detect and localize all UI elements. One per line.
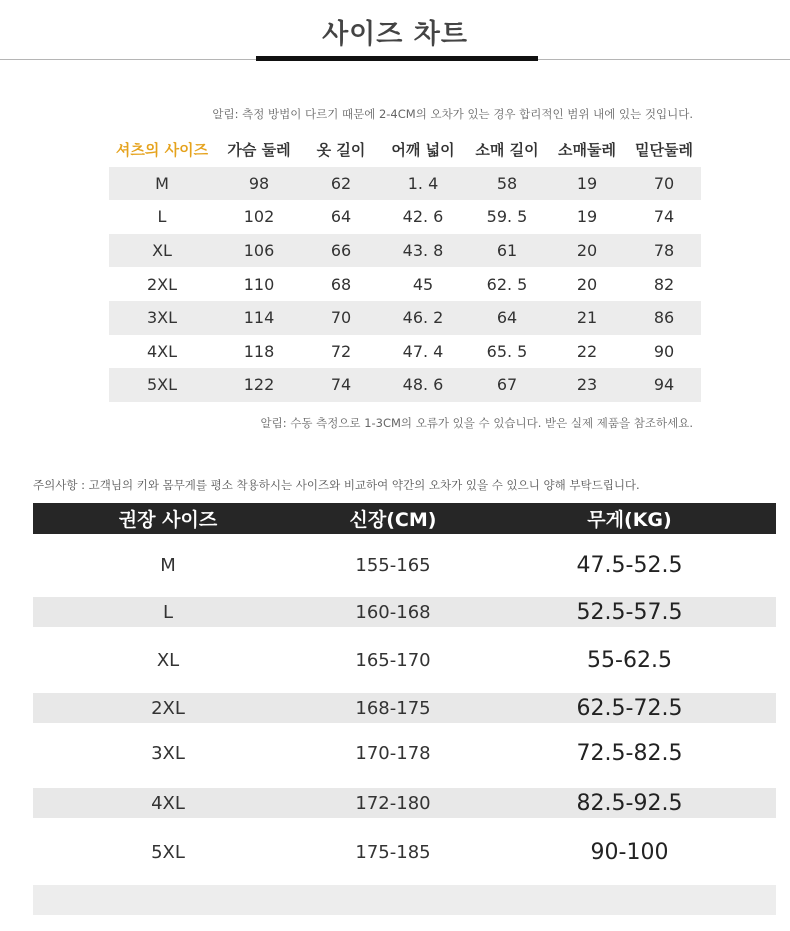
table-cell: 74 xyxy=(653,207,675,227)
height-range: 175-185 xyxy=(355,841,431,863)
table-cell: 68 xyxy=(330,274,352,294)
header-sleeve-length: 소매 길이 xyxy=(475,141,539,160)
size-label: 4XL xyxy=(146,341,178,361)
table-cell: 62 xyxy=(330,173,352,193)
table-cell: 106 xyxy=(243,241,275,261)
table-cell: 70 xyxy=(653,173,675,193)
size-label: L xyxy=(157,207,167,227)
table-cell: 62. 5 xyxy=(486,274,528,294)
weight-range: 62.5-72.5 xyxy=(576,695,683,721)
header-shirt-size: 셔츠의 사이즈 xyxy=(115,141,209,160)
table-cell: 64 xyxy=(330,207,352,227)
size-label: M xyxy=(160,554,176,576)
table-cell: 21 xyxy=(576,308,598,328)
size-label: 3XL xyxy=(146,308,178,328)
table-cell: 59. 5 xyxy=(486,207,528,227)
table-footer-bar xyxy=(33,885,776,915)
table-cell: 22 xyxy=(576,341,598,361)
size-chart-table xyxy=(109,133,701,402)
manual-measure-note: 알림: 수동 측정으로 1-3CM의 오류가 있을 수 있습니다. 받은 실제 제품을 참조하세요. xyxy=(260,416,693,430)
header-length: 옷 길이 xyxy=(316,141,366,160)
height-range: 155-165 xyxy=(355,554,431,576)
table-cell: 114 xyxy=(243,308,275,328)
size-label: L xyxy=(162,601,174,623)
header-sleeve-width: 소매둘레 xyxy=(558,141,616,160)
table-row xyxy=(109,267,701,301)
header-recommended-size: 권장 사이즈 xyxy=(118,509,218,531)
weight-range: 90-100 xyxy=(590,839,669,865)
weight-range: 47.5-52.5 xyxy=(576,552,683,578)
weight-range: 82.5-92.5 xyxy=(576,790,683,816)
table-cell: 118 xyxy=(243,341,275,361)
table-cell: 90 xyxy=(653,341,675,361)
height-range: 170-178 xyxy=(355,742,431,764)
table-cell: 86 xyxy=(653,308,675,328)
table-row xyxy=(109,167,701,201)
size-label: 5XL xyxy=(151,841,185,863)
table-cell: 122 xyxy=(243,375,275,395)
weight-range: 55-62.5 xyxy=(587,647,672,673)
table-cell: 45 xyxy=(412,274,434,294)
size-label: M xyxy=(155,173,169,193)
height-range: 160-168 xyxy=(355,601,431,623)
header-chest: 가슴 둘레 xyxy=(227,141,291,160)
size-chart-header xyxy=(109,133,701,167)
table-row xyxy=(109,234,701,268)
table-cell: 78 xyxy=(653,241,675,261)
table-row xyxy=(109,200,701,234)
table-cell: 64 xyxy=(496,308,518,328)
table-row xyxy=(109,368,701,402)
size-label: XL xyxy=(156,649,180,671)
table-cell: 94 xyxy=(653,375,675,395)
table-cell: 110 xyxy=(243,274,275,294)
recommend-table-header xyxy=(33,503,776,534)
table-cell: 70 xyxy=(330,308,352,328)
height-range: 165-170 xyxy=(355,649,431,671)
size-label: 3XL xyxy=(151,742,185,764)
weight-range: 52.5-57.5 xyxy=(576,599,683,625)
size-label: 5XL xyxy=(146,375,178,395)
size-label: 2XL xyxy=(151,697,185,719)
table-cell: 20 xyxy=(576,274,598,294)
table-cell: 102 xyxy=(243,207,275,227)
size-label: 2XL xyxy=(146,274,178,294)
title-underline xyxy=(256,56,538,61)
table-cell: 19 xyxy=(576,207,598,227)
table-cell: 19 xyxy=(576,173,598,193)
table-cell: 1. 4 xyxy=(407,173,439,193)
table-cell: 65. 5 xyxy=(486,341,528,361)
table-row xyxy=(109,301,701,335)
measurement-note: 알림: 측정 방법이 다르기 때문에 2-4CM의 오차가 있는 경우 합리적인 범위 내에 있는 것입니다. xyxy=(212,107,693,121)
table-cell: 72 xyxy=(330,341,352,361)
table-cell: 46. 2 xyxy=(402,308,444,328)
table-cell: 42. 6 xyxy=(402,207,444,227)
table-row xyxy=(33,693,776,723)
height-range: 168-175 xyxy=(355,697,431,719)
page-title: 사이즈 차트 xyxy=(322,19,468,50)
header-weight: 무게(KG) xyxy=(587,509,672,531)
table-cell: 47. 4 xyxy=(402,341,444,361)
header-height: 신장(CM) xyxy=(349,509,437,531)
table-cell: 61 xyxy=(496,241,518,261)
table-cell: 98 xyxy=(248,173,270,193)
table-row xyxy=(109,335,701,369)
caution-note: 주의사항 : 고객님의 키와 몸무게를 평소 착용하시는 사이즈와 비교하여 약간의 오차가 있을 수 있으니 양해 부탁드립니다. xyxy=(33,478,640,492)
height-range: 172-180 xyxy=(355,792,431,814)
table-cell: 66 xyxy=(330,241,352,261)
table-row xyxy=(33,550,776,580)
table-row xyxy=(33,837,776,867)
table-cell: 43. 8 xyxy=(402,241,444,261)
table-row xyxy=(33,738,776,768)
weight-range: 72.5-82.5 xyxy=(576,740,683,766)
header-hem: 밑단둘레 xyxy=(635,141,693,160)
table-cell: 58 xyxy=(496,173,518,193)
table-cell: 48. 6 xyxy=(402,375,444,395)
table-row xyxy=(33,788,776,818)
table-cell: 67 xyxy=(496,375,518,395)
size-label: 4XL xyxy=(151,792,185,814)
table-cell: 23 xyxy=(576,375,598,395)
table-row xyxy=(33,645,776,675)
table-row xyxy=(33,597,776,627)
table-cell: 82 xyxy=(653,274,675,294)
header-shoulder: 어깨 넓이 xyxy=(391,141,455,160)
table-cell: 74 xyxy=(330,375,352,395)
size-label: XL xyxy=(152,241,172,261)
table-cell: 20 xyxy=(576,241,598,261)
